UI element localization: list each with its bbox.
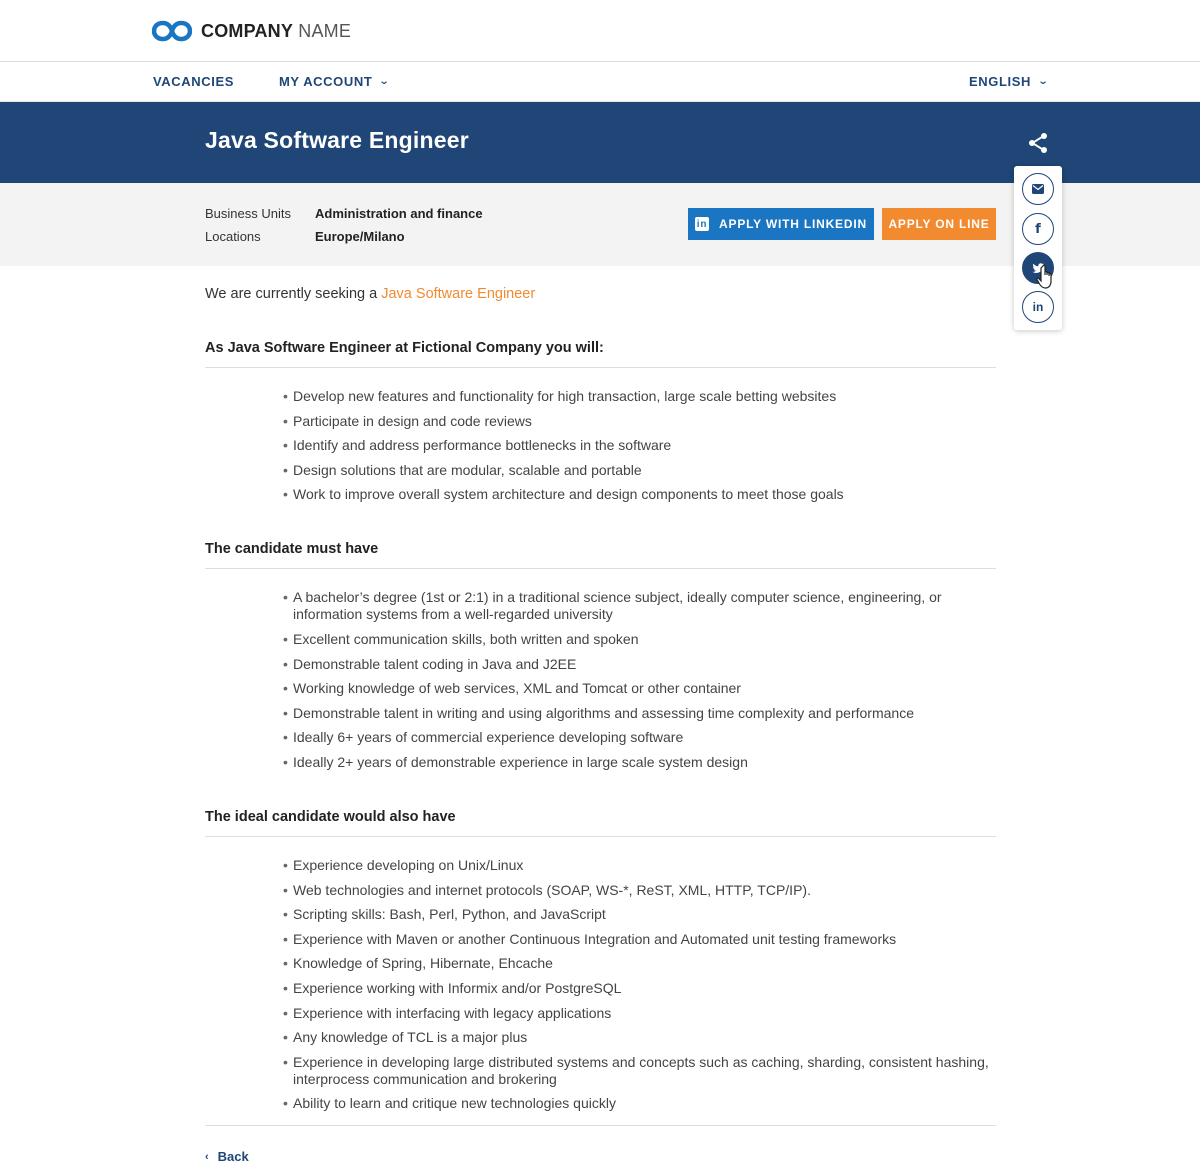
company-logo[interactable]: [152, 18, 351, 44]
locations-label: Locations: [205, 229, 261, 244]
section-title: As Java Software Engineer at Fictional Company you will:: [205, 340, 996, 368]
share-icon[interactable]: [1026, 131, 1050, 155]
list-item: • Scripting skills: Bash, Perl, Python, and JavaScript: [283, 906, 996, 923]
bullet-list: [205, 388, 996, 503]
list-item: • Experience with interfacing with legacy applications: [283, 1005, 996, 1022]
section-title: The ideal candidate would also have: [205, 809, 996, 837]
company-name: COMPANY NAME: [201, 20, 352, 41]
job-description: [205, 286, 996, 1120]
list-item: • Working knowledge of web services, XML and Tomcat or other container: [283, 680, 996, 697]
bullet-list: [205, 857, 996, 1112]
list-item: • Experience working with Informix and/or PostgreSQL: [283, 980, 996, 997]
linkedin-icon: in: [696, 218, 708, 230]
section-2: [205, 541, 996, 771]
share-email-button[interactable]: [1022, 173, 1054, 205]
locations-value: Europe/Milano: [315, 229, 405, 244]
list-item: • Identify and address performance bottlenecks in the software: [283, 437, 996, 454]
section-1: [205, 340, 996, 503]
back-link[interactable]: [205, 1149, 249, 1164]
business-units-label: Business Units: [205, 206, 291, 221]
section-title: The candidate must have: [205, 541, 996, 569]
list-item: • Demonstrable talent in writing and using algorithms and assessing time complexity and performance: [283, 705, 996, 722]
list-item: • Experience with Maven or another Continuous Integration and Automated unit testing frameworks: [283, 931, 996, 948]
chevron-down-icon: ⌄: [379, 76, 391, 87]
share-facebook-button[interactable]: [1022, 213, 1054, 245]
envelope-icon: [1032, 184, 1044, 194]
top-bar: [0, 0, 1200, 62]
section-3: [205, 809, 996, 1112]
nav-my-account[interactable]: [279, 74, 389, 89]
list-item: • Develop new features and functionality for high transaction, large scale betting websites: [283, 388, 996, 405]
apply-with-linkedin-button[interactable]: [688, 208, 874, 240]
intro-text: [205, 286, 996, 302]
back-label: Back: [217, 1149, 249, 1164]
list-item: • Knowledge of Spring, Hibernate, Ehcache: [283, 955, 996, 972]
list-item: • Ability to learn and critique new technologies quickly: [283, 1095, 996, 1112]
list-item: • Any knowledge of TCL is a major plus: [283, 1029, 996, 1046]
chevron-down-icon: ⌄: [1037, 76, 1050, 87]
language-label: ENGLISH: [969, 74, 1031, 89]
bullet-list: [205, 589, 996, 771]
main-nav: [0, 62, 1200, 102]
nav-vacancies[interactable]: [153, 74, 234, 89]
apply-online-label: APPLY ON LINE: [888, 217, 990, 231]
chevron-left-icon: ‹: [205, 1150, 209, 1163]
share-panel: [1014, 166, 1062, 330]
share-linkedin-button[interactable]: [1022, 291, 1054, 323]
list-item: • Experience developing on Unix/Linux: [283, 857, 996, 874]
footer-divider: [205, 1125, 996, 1126]
language-selector[interactable]: [969, 74, 1048, 89]
facebook-icon: f: [1035, 221, 1041, 237]
list-item: • Ideally 6+ years of commercial experience developing software: [283, 729, 996, 746]
list-item: • Experience in developing large distributed systems and concepts such as caching, sharding, consistent hashing, interprocess communication and brokering: [283, 1054, 996, 1088]
nav-my-account-label: MY ACCOUNT: [279, 74, 373, 89]
list-item: • Design solutions that are modular, scalable and portable: [283, 462, 996, 479]
page-title: Java Software Engineer: [205, 127, 469, 153]
intro-highlight: Java Software Engineer: [381, 286, 536, 302]
share-twitter-button[interactable]: [1022, 252, 1054, 284]
list-item: • Participate in design and code reviews: [283, 413, 996, 430]
twitter-bird-icon: [1032, 263, 1045, 274]
list-item: • Work to improve overall system architecture and design components to meet those goals: [283, 486, 996, 503]
business-units-value: Administration and finance: [315, 206, 483, 221]
infinity-logo-icon: [152, 18, 192, 44]
nav-vacancies-label: VACANCIES: [153, 74, 235, 89]
list-item: • Web technologies and internet protocols (SOAP, WS-*, ReST, XML, HTTP, TCP/IP).: [283, 882, 996, 899]
list-item: • Excellent communication skills, both written and spoken: [283, 631, 996, 648]
linkedin-icon: in: [1032, 300, 1044, 314]
locations-row: [205, 229, 405, 244]
intro-prefix: We are currently seeking a: [205, 286, 382, 302]
list-item: • A bachelor’s degree (1st or 2:1) in a traditional science subject, ideally computer science, engineering, or information systems from a well-regarded university: [283, 589, 996, 623]
list-item: • Ideally 2+ years of demonstrable experience in large scale system design: [283, 754, 996, 771]
list-item: • Demonstrable talent coding in Java and J2EE: [283, 656, 996, 673]
apply-online-button[interactable]: [882, 208, 996, 240]
business-units-row: [205, 206, 483, 221]
apply-linkedin-label: APPLY WITH LINKEDIN: [719, 217, 867, 231]
